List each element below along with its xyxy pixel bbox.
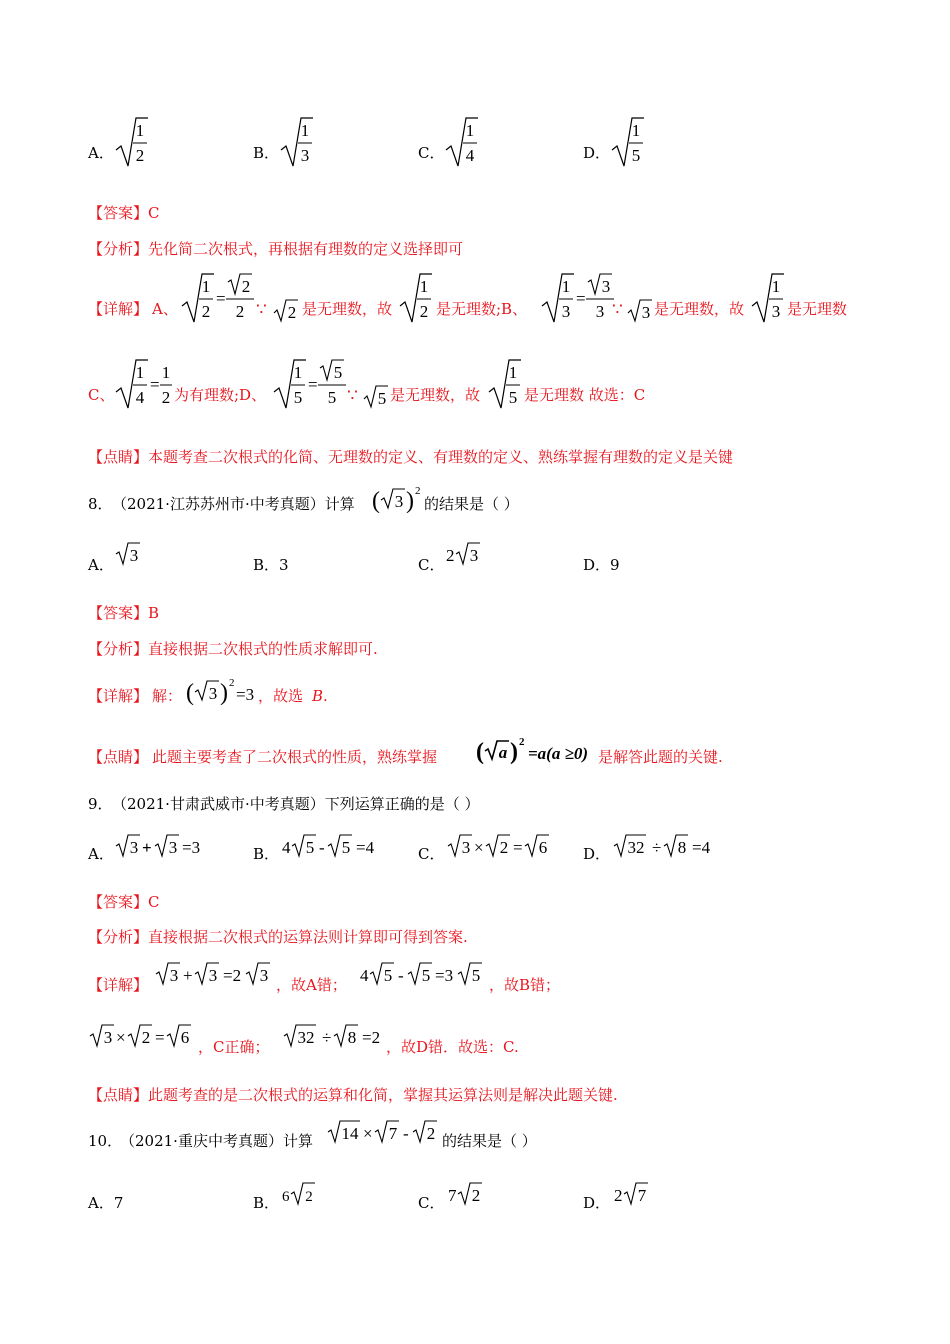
q8-suffix: 的结果是（ ） (424, 495, 519, 513)
svg-text:=4: =4 (692, 838, 711, 857)
svg-text:3: 3 (208, 966, 218, 985)
q7-option-b-letter: B． (253, 144, 280, 162)
svg-text:2: 2 (201, 302, 211, 321)
svg-text:×: × (116, 1028, 126, 1047)
svg-text:÷: ÷ (322, 1028, 332, 1047)
svg-text:-: - (403, 1124, 409, 1143)
q7-point: 【点睛】本题考查二次根式的化简、无理数的定义、有理数的定义、熟练掌握有理数的定义是关键 (88, 448, 734, 466)
q9-analysis: 【分析】直接根据二次根式的运算法则计算即可得到答案. (88, 928, 468, 946)
svg-text:5: 5 (327, 388, 337, 407)
svg-text:=: = (216, 289, 226, 308)
svg-text:3: 3 (595, 302, 605, 321)
q8-source: （2021·江苏苏州市·中考真题）计算 (112, 495, 355, 513)
q8-expression (370, 484, 422, 516)
svg-text:3: 3 (641, 303, 651, 322)
svg-text:3: 3 (394, 492, 404, 511)
q8-option-c-value (444, 540, 486, 568)
svg-text:1: 1 (293, 363, 303, 382)
svg-text:1: 1 (419, 277, 429, 296)
q10-option-c-value (446, 1180, 488, 1208)
q10-source: （2021·重庆中考真题）计算 (120, 1132, 313, 1150)
svg-text:2: 2 (519, 736, 525, 748)
svg-text:3: 3 (601, 277, 611, 296)
svg-text:4: 4 (135, 388, 145, 407)
q8-analysis: 【分析】直接根据二次根式的性质求解即可. (88, 640, 378, 658)
svg-text:-: - (398, 966, 404, 985)
svg-text:1: 1 (300, 121, 310, 140)
svg-text:=4: =4 (356, 838, 375, 857)
svg-text:=2: =2 (223, 966, 242, 985)
svg-text:=: = (576, 289, 586, 308)
svg-text:5: 5 (383, 966, 393, 985)
svg-text:4: 4 (465, 146, 475, 165)
svg-text:5: 5 (471, 966, 481, 985)
svg-text:5: 5 (305, 838, 315, 857)
svg-text:(: ( (186, 680, 194, 706)
svg-text:2: 2 (426, 1124, 436, 1143)
q7-option-c-letter: C． (418, 144, 445, 162)
q9-number: 9． (88, 795, 113, 813)
svg-text:1: 1 (771, 277, 781, 296)
q7-option-a-letter: A． (88, 144, 114, 162)
svg-text:7: 7 (637, 1186, 647, 1205)
svg-text:(: ( (476, 739, 484, 765)
svg-text:=: = (308, 375, 318, 394)
q7-option-d-radical (610, 116, 646, 170)
q7-option-c-radical (444, 116, 480, 170)
svg-text:3: 3 (208, 684, 218, 703)
svg-text:=3: =3 (236, 685, 255, 704)
q10-number: 10． (88, 1132, 123, 1150)
svg-text:1: 1 (561, 277, 571, 296)
svg-text:=: = (150, 375, 160, 394)
svg-text:2: 2 (161, 388, 171, 407)
svg-text:3: 3 (169, 966, 179, 985)
q7-option-b-radical (279, 116, 315, 170)
svg-text:2: 2 (141, 1028, 151, 1047)
q7-option-a-radical (114, 116, 150, 170)
svg-text:3: 3 (300, 146, 310, 165)
svg-text:=: = (155, 1028, 165, 1047)
svg-text:4: 4 (282, 838, 291, 857)
q8-number: 8． (88, 495, 113, 513)
svg-text:7: 7 (388, 1124, 398, 1143)
q9-option-c-expr (446, 832, 558, 860)
q10-expression (326, 1118, 442, 1146)
svg-text:14: 14 (341, 1124, 359, 1143)
svg-text:5: 5 (377, 389, 387, 408)
svg-text:2: 2 (305, 1189, 313, 1205)
svg-text:2: 2 (614, 1186, 623, 1205)
svg-text:5: 5 (631, 146, 641, 165)
svg-text:1: 1 (135, 363, 145, 382)
svg-text:1: 1 (631, 121, 641, 140)
q10-option-b-value (280, 1180, 322, 1208)
svg-text:1: 1 (508, 363, 518, 382)
svg-text:2: 2 (471, 1186, 481, 1205)
svg-text:2: 2 (415, 485, 421, 497)
svg-text:5: 5 (341, 838, 351, 857)
svg-text:+: + (183, 966, 193, 985)
svg-text:-: - (319, 838, 325, 857)
svg-text:2: 2 (235, 302, 245, 321)
svg-text:3: 3 (469, 546, 479, 565)
svg-text:=3: =3 (435, 966, 454, 985)
svg-text:2: 2 (287, 303, 297, 322)
svg-text:6: 6 (282, 1189, 290, 1205)
svg-text:×: × (474, 838, 484, 857)
svg-text:1: 1 (201, 277, 211, 296)
svg-text:2: 2 (229, 677, 235, 689)
q7-option-d-letter: D． (583, 144, 611, 162)
svg-text:): ) (220, 680, 228, 706)
svg-text:): ) (510, 739, 518, 765)
svg-text:2: 2 (499, 838, 509, 857)
q8-option-a-value (114, 540, 144, 568)
q9-option-b-expr (280, 832, 392, 860)
svg-text:3: 3 (259, 966, 269, 985)
svg-text:=a(a ≥0): =a(a ≥0) (528, 744, 589, 763)
svg-text:=2: =2 (362, 1028, 381, 1047)
svg-text:3: 3 (461, 838, 471, 857)
svg-text:3: 3 (103, 1028, 113, 1047)
q10-suffix: 的结果是（ ） (442, 1132, 537, 1150)
svg-text:1: 1 (161, 363, 171, 382)
svg-text:÷: ÷ (652, 838, 662, 857)
q7-a-numerator: 1 (135, 121, 145, 140)
svg-text:3: 3 (129, 546, 139, 565)
svg-text:a: a (498, 743, 508, 762)
svg-text:1: 1 (465, 121, 475, 140)
q7-answer: 【答案】C (88, 204, 160, 222)
svg-text:8: 8 (677, 838, 687, 857)
q7-analysis: 【分析】先化简二次根式，再根据有理数的定义选择即可 (88, 240, 464, 258)
svg-text:3: 3 (129, 838, 139, 857)
svg-text:8: 8 (347, 1028, 357, 1047)
svg-text:=: = (513, 838, 523, 857)
svg-text:2: 2 (446, 546, 455, 565)
q9-option-d-expr (612, 832, 724, 860)
svg-text:5: 5 (421, 966, 431, 985)
svg-text:6: 6 (180, 1028, 190, 1047)
svg-text:32: 32 (627, 838, 645, 857)
q7-a-denominator: 2 (135, 146, 145, 165)
q9-source: （2021·甘肃武威市·中考真题）下列运算正确的是（ ） (112, 795, 480, 813)
svg-text:7: 7 (448, 1186, 457, 1205)
svg-text:+: + (142, 838, 152, 857)
q9-option-a-expr (114, 832, 214, 860)
svg-text:=3: =3 (182, 838, 201, 857)
svg-text:32: 32 (297, 1028, 315, 1047)
q10-option-d-value (612, 1180, 654, 1208)
svg-text:(: ( (372, 488, 380, 514)
svg-text:2: 2 (241, 277, 251, 296)
svg-text:2: 2 (419, 302, 429, 321)
svg-text:3: 3 (561, 302, 571, 321)
svg-text:5: 5 (508, 388, 518, 407)
svg-text:5: 5 (293, 388, 303, 407)
q9-answer: 【答案】C (88, 893, 160, 911)
svg-text:3: 3 (771, 302, 781, 321)
q8-answer: 【答案】B (88, 604, 160, 622)
svg-text:): ) (406, 488, 414, 514)
q9-point: 【点睛】此题考查的是二次根式的运算和化简，掌握其运算法则是解决此题关键. (88, 1086, 618, 1104)
svg-text:6: 6 (538, 838, 548, 857)
q7-detail-tag: 【详解】 (88, 300, 149, 318)
svg-text:3: 3 (168, 838, 178, 857)
svg-text:4: 4 (360, 966, 369, 985)
svg-text:×: × (363, 1124, 373, 1143)
svg-text:5: 5 (333, 363, 343, 382)
